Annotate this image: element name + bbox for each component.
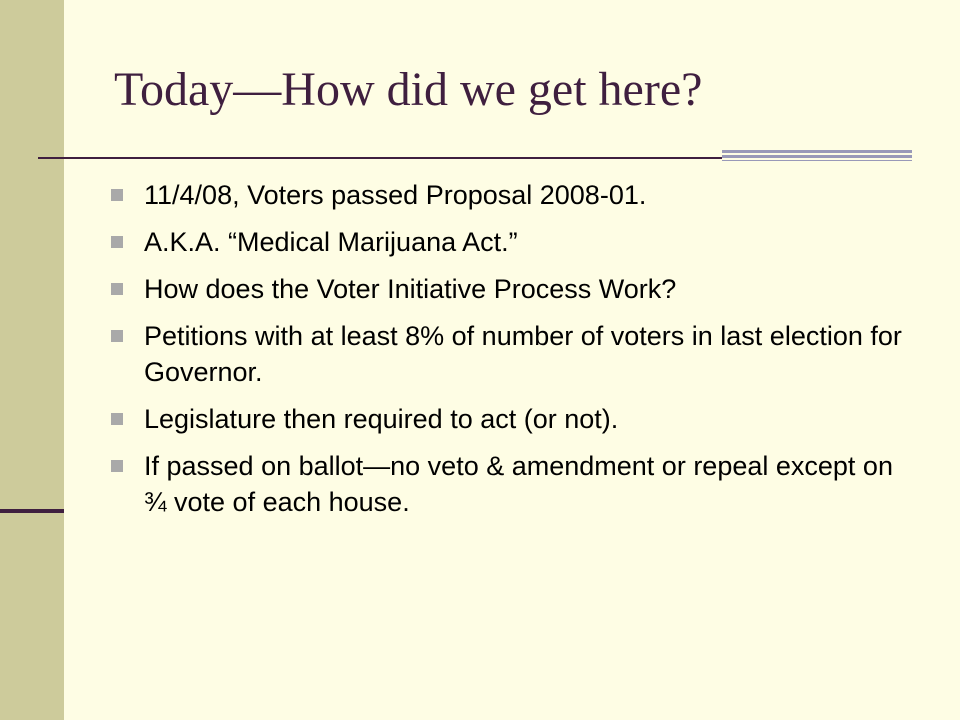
bullet-text: If passed on ballot—no veto & amendment or repeal except on ¾ vote of each house.: [144, 451, 893, 517]
bullet-text: Petitions with at least 8% of number of voters in last election for Governor.: [144, 321, 902, 387]
bullet-item: [111, 448, 911, 520]
square-bullet-icon: [111, 189, 123, 201]
square-bullet-icon: [111, 330, 123, 342]
square-bullet-icon: [111, 283, 123, 295]
bullet-text: Legislature then required to act (or not).: [144, 404, 619, 434]
bullet-text: A.K.A. “Medical Marijuana Act.”: [144, 227, 518, 257]
bullet-item: [111, 401, 911, 437]
square-bullet-icon: [111, 413, 123, 425]
bullet-item: [111, 271, 911, 307]
bullet-text: How does the Voter Initiative Process Work?: [144, 274, 677, 304]
bullet-item: [111, 224, 911, 260]
title-divider-accent: [722, 150, 912, 161]
bullet-list: [111, 177, 911, 531]
bullet-item: [111, 177, 911, 213]
bullet-item: [111, 318, 911, 390]
square-bullet-icon: [111, 460, 123, 472]
left-accent-line: [0, 509, 64, 513]
square-bullet-icon: [111, 236, 123, 248]
slide-title: Today—How did we get here?: [114, 63, 703, 116]
left-decorative-band: [0, 0, 64, 720]
bullet-text: 11/4/08, Voters passed Proposal 2008-01.: [144, 180, 647, 210]
